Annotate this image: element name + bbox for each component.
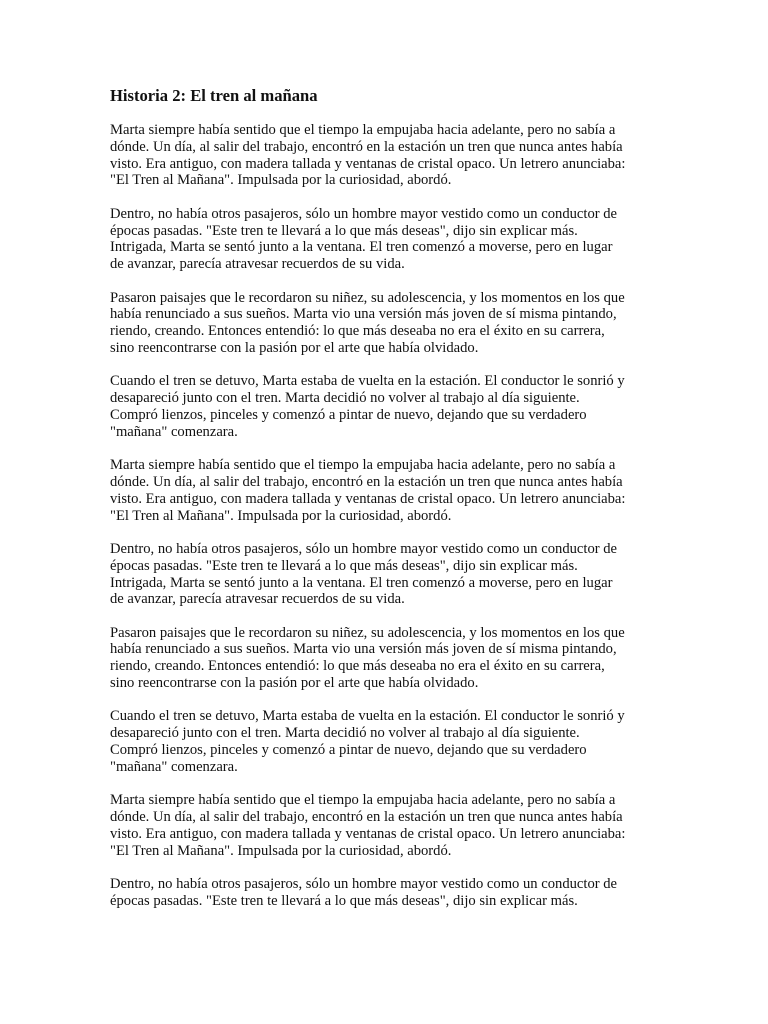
paragraph [110, 708, 680, 775]
paragraph [110, 876, 680, 910]
text-line: había renunciado a sus sueños. Marta vio una versión más joven de sí misma pintando, [110, 306, 617, 323]
text-line: sino reencontrarse con la pasión por el arte que había olvidado. [110, 339, 479, 356]
text-line: "El Tren al Mañana". Impulsada por la curiosidad, abordó. [110, 507, 452, 524]
text-line: sino reencontrarse con la pasión por el arte que había olvidado. [110, 675, 479, 692]
text-line: dónde. Un día, al salir del trabajo, encontró en la estación un tren que nunca antes había [110, 473, 623, 490]
text-line: dónde. Un día, al salir del trabajo, encontró en la estación un tren que nunca antes había [110, 809, 623, 826]
text-line: Cuando el tren se detuvo, Marta estaba de vuelta en la estación. El conductor le sonrió y [110, 373, 625, 390]
text-line: Dentro, no había otros pasajeros, sólo un hombre mayor vestido como un conductor de [110, 540, 618, 557]
text-line: Pasaron paisajes que le recordaron su niñez, su adolescencia, y los momentos en los que [110, 624, 625, 641]
text-line: visto. Era antiguo, con madera tallada y ventanas de cristal opaco. Un letrero anunciaba: [110, 825, 626, 842]
text-line: Dentro, no había otros pasajeros, sólo un hombre mayor vestido como un conductor de [110, 876, 618, 893]
text-line: desapareció junto con el tren. Marta decidió no volver al trabajo al día siguiente. [110, 725, 580, 742]
text-line: Pasaron paisajes que le recordaron su niñez, su adolescencia, y los momentos en los que [110, 289, 625, 306]
paragraph [110, 373, 680, 440]
paragraph [110, 457, 680, 524]
text-line: desapareció junto con el tren. Marta decidió no volver al trabajo al día siguiente. [110, 390, 580, 407]
text-line: Marta siempre había sentido que el tiempo la empujaba hacia adelante, pero no sabía a [110, 122, 616, 138]
document-body [110, 122, 680, 926]
text-line: Intrigada, Marta se sentó junto a la ventana. El tren comenzó a moverse, pero en lugar [110, 574, 613, 591]
text-line: "mañana" comenzara. [110, 423, 238, 440]
text-line: "El Tren al Mañana". Impulsada por la curiosidad, abordó. [110, 842, 452, 859]
paragraph [110, 122, 680, 189]
text-line: épocas pasadas. "Este tren te llevará a lo que más deseas", dijo sin explicar más. [110, 892, 578, 909]
text-line: Intrigada, Marta se sentó junto a la ventana. El tren comenzó a moverse, pero en lugar [110, 239, 613, 256]
text-line: Compró lienzos, pinceles y comenzó a pintar de nuevo, dejando que su verdadero [110, 406, 587, 423]
text-line: dónde. Un día, al salir del trabajo, encontró en la estación un tren que nunca antes había [110, 138, 623, 155]
paragraph [110, 625, 680, 692]
text-line: de avanzar, parecía atravesar recuerdos de su vida. [110, 256, 405, 273]
text-line: Cuando el tren se detuvo, Marta estaba de vuelta en la estación. El conductor le sonrió y [110, 708, 625, 725]
paragraph [110, 290, 680, 357]
text-line: Marta siempre había sentido que el tiempo la empujaba hacia adelante, pero no sabía a [110, 457, 616, 474]
text-line: "El Tren al Mañana". Impulsada por la curiosidad, abordó. [110, 172, 452, 189]
text-line: visto. Era antiguo, con madera tallada y ventanas de cristal opaco. Un letrero anunciaba: [110, 490, 626, 507]
text-line: Marta siempre había sentido que el tiempo la empujaba hacia adelante, pero no sabía a [110, 792, 616, 809]
text-line: Dentro, no había otros pasajeros, sólo un hombre mayor vestido como un conductor de [110, 205, 618, 222]
text-line: épocas pasadas. "Este tren te llevará a lo que más deseas", dijo sin explicar más. [110, 222, 578, 239]
page-title: Historia 2: El tren al mañana [110, 86, 318, 105]
text-line: riendo, creando. Entonces entendió: lo que más deseaba no era el éxito en su carrera, [110, 658, 605, 675]
text-line: había renunciado a sus sueños. Marta vio una versión más joven de sí misma pintando, [110, 641, 617, 658]
text-line: "mañana" comenzara. [110, 758, 238, 775]
paragraph [110, 206, 680, 273]
paragraph [110, 541, 680, 608]
paragraph [110, 792, 680, 859]
text-line: de avanzar, parecía atravesar recuerdos de su vida. [110, 591, 405, 608]
text-line: épocas pasadas. "Este tren te llevará a lo que más deseas", dijo sin explicar más. [110, 557, 578, 574]
text-line: visto. Era antiguo, con madera tallada y ventanas de cristal opaco. Un letrero anunciaba: [110, 155, 626, 172]
text-line: Compró lienzos, pinceles y comenzó a pintar de nuevo, dejando que su verdadero [110, 742, 587, 759]
text-line: riendo, creando. Entonces entendió: lo que más deseaba no era el éxito en su carrera, [110, 323, 605, 340]
